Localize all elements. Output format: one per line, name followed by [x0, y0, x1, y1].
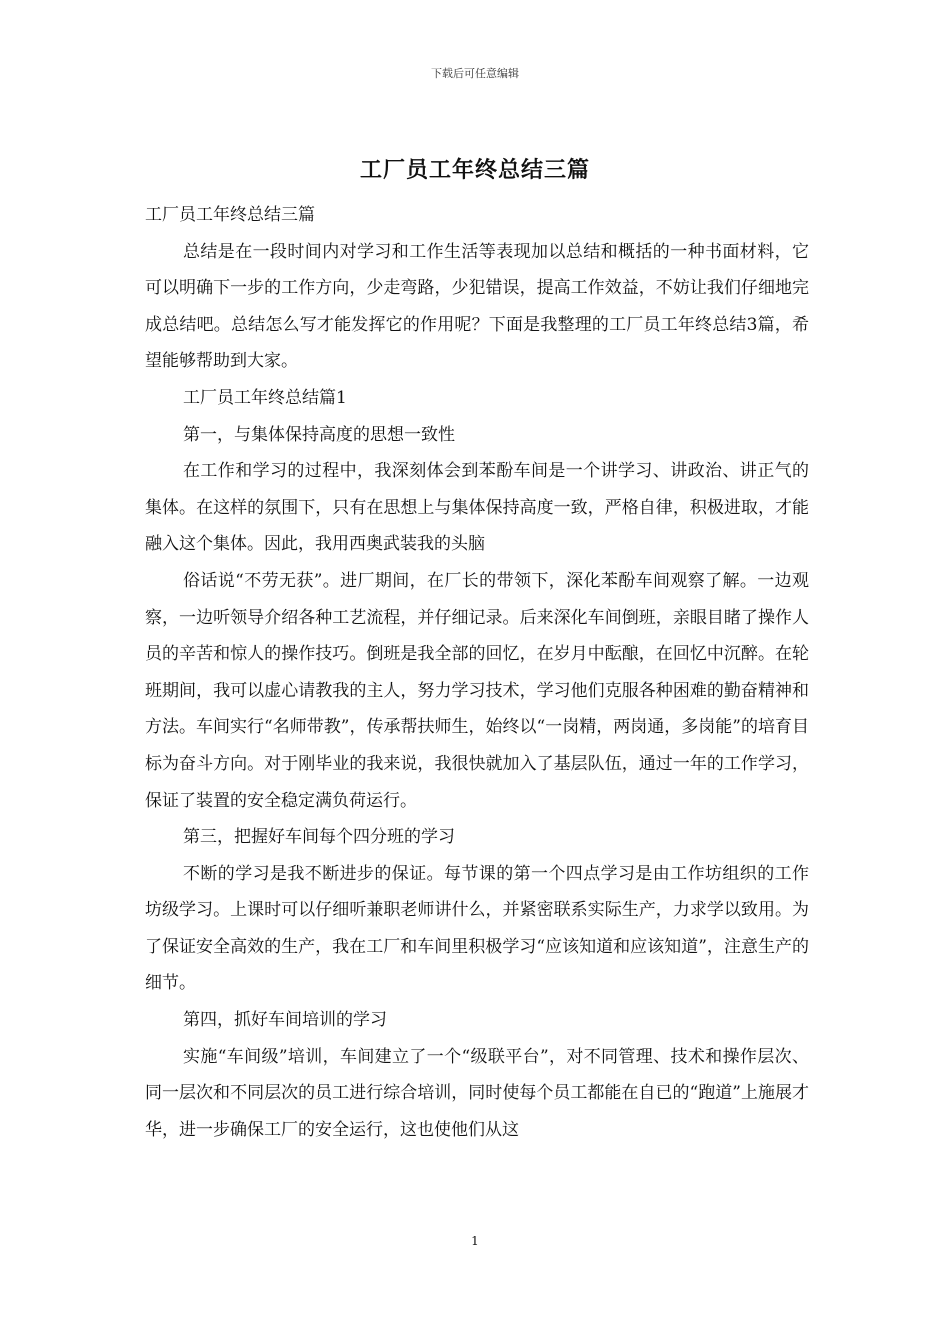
- page-header-note: 下载后可任意编辑: [431, 67, 519, 80]
- document-title: 工厂员工年终总结三篇: [359, 157, 590, 183]
- page-number: 1: [471, 1234, 479, 1248]
- intro-paragraph: 总结是在一段时间内对学习和工作生活等表现加以总结和概括的一种书面材料，它可以明确下一步的工作方向，少走弯路，少犯错误，提高工作效益，不妨让我们仔细地完成总结吧。总结怎么写才能发挥它的作用呢？下面是我整理的工厂员工年终总结3篇，希望能够帮助到大家。: [145, 241, 809, 372]
- body-paragraph: 在工作和学习的过程中，我深刻体会到苯酚车间是一个讲学习、讲政治、讲正气的集体。在这样的氛围下，只有在思想上与集体保持高度一致，严格自律，积极进取，才能融入这个集体。因此，我用西奥武装我的头脑: [145, 461, 809, 555]
- body-paragraph: 不断的学习是我不断进步的保证。每节课的第一个四点学习是由工作坊组织的工作坊级学习。上课时可以仔细听兼职老师讲什么，并紧密联系实际生产，力求学以致用。为了保证安全高效的生产，我在工厂和车间里积极学习“应该知道和应该知道”，注意生产的细节。: [145, 863, 809, 994]
- body-paragraph: 实施“车间级”培训，车间建立了一个“级联平台”，对不同管理、技术和操作层次、同一层次和不同层次的员工进行综合培训，同时使每个员工都能在自已的“跑道”上施展才华，进一步确保工厂的安全运行，这也使他们从这: [145, 1046, 809, 1140]
- subtitle-paragraph: 工厂员工年终总结三篇: [145, 205, 315, 225]
- section-heading-part-1: 工厂员工年终总结篇1: [183, 387, 347, 408]
- body-paragraph: 俗话说“不劳无获”。进厂期间，在厂长的带领下，深化苯酚车间观察了解。一边观察，一边听领导介绍各种工艺流程，并仔细记录。后来深化车间倒班，亲眼目睹了操作人员的辛苦和惊人的操作技巧。倒班是我全部的回忆，在岁月中酝酿，在回忆中沉醉。在轮班期间，我可以虚心请教我的主人，努力学习技术，学习他们克服各种困难的勤奋精神和方法。车间实行“名师带教”，传承帮扶师生，始终以“一岗精，两岗通，多岗能”的培育目标为奋斗方向。对于刚毕业的我来说，我很快就加入了基层队伍，通过一年的工作学习，保证了装置的安全稳定满负荷运行。: [145, 570, 809, 811]
- point-heading-fourth: 第四，抓好车间培训的学习: [183, 1010, 387, 1031]
- document-body: [145, 197, 809, 1148]
- point-heading-first: 第一，与集体保持高度的思想一致性: [183, 424, 455, 445]
- point-heading-third: 第三，把握好车间每个四分班的学习: [183, 827, 455, 848]
